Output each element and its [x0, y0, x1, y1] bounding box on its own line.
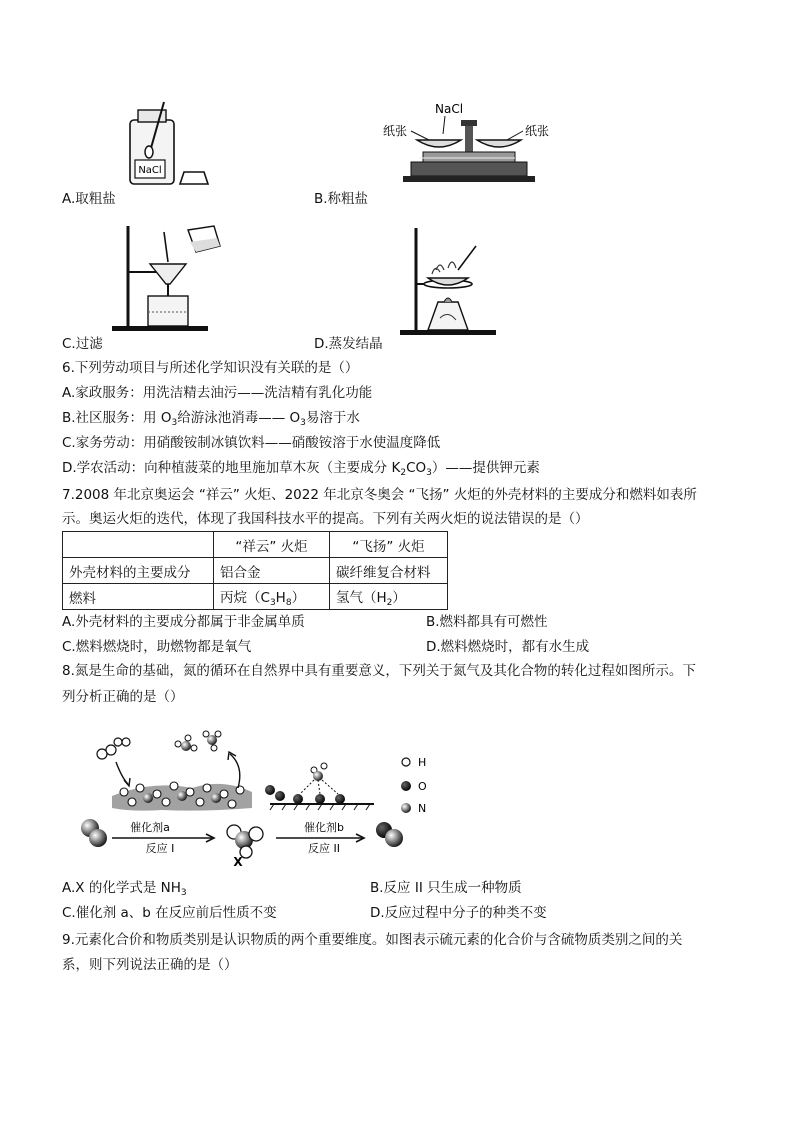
table-cell: 氢气$(H_2)$ [330, 584, 448, 610]
q7-stem-line1: 7.2008 年北京奥运会 “祥云” 火炬、2022 年北京冬奥会 “飞扬” 火炬的外壳材料的主要成分和燃料如表所 [62, 487, 697, 503]
q8-stem-line1: 8.氮是生命的基础，氮的循环在自然界中具有重要意义，下列关于氮气及其化合物的转化过程如图所示。下 [62, 663, 696, 679]
q6-option-a: A.家政服务：用洗洁精去油污——洗洁精有乳化功能 [62, 385, 373, 401]
q8-option-d: D.反应过程中分子的种类不变 [370, 905, 547, 921]
table-row-label: 燃料 [63, 584, 214, 610]
q7-option-c: C.燃料燃烧时，助燃物都是氧气 [62, 639, 252, 655]
table-cell: 碳纤维复合材料 [330, 558, 448, 584]
q7-option-a: A.外壳材料的主要成分都属于非金属单质 [62, 614, 305, 630]
table-header-row [63, 532, 448, 558]
q9-stem-line2: 系，则下列说法正确的是（） [62, 957, 238, 973]
paper-left-label: 纸张 [383, 124, 408, 138]
table-cell: 铝合金 [214, 558, 330, 584]
catalyst-b-label: 催化剂b [304, 821, 344, 834]
x-label: X [233, 855, 243, 869]
q5-option-b: B.称粗盐 [314, 191, 369, 207]
q6-option-c: C.家务劳动：用硝酸铵制冰镇饮料——硝酸铵溶于水使温度降低 [62, 435, 441, 451]
q8-option-c: C.催化剂 a、b 在反应前后性质不变 [62, 905, 277, 921]
balance-top-label: NaCl [435, 102, 464, 116]
figure-evaporation [392, 222, 512, 338]
table-row [63, 558, 448, 584]
q8-option-a: A.X 的化学式是 $NH_3$ [62, 880, 187, 898]
table-row [63, 584, 448, 610]
catalyst-a-label: 催化剂a [130, 821, 170, 834]
q6-option-b: B.社区服务：用 $O_3$给游泳池消毒—— $O_3$易溶于水 [62, 410, 360, 428]
legend-n: N [418, 802, 427, 815]
q8-option-b: B.反应 II 只生成一种物质 [370, 880, 522, 896]
q5-option-d: D.蒸发结晶 [314, 336, 383, 352]
bottle-label: NaCl [138, 165, 162, 176]
table-cell: 丙烷$(C_3H_8)$ [214, 584, 330, 610]
q5-option-c: C.过滤 [62, 336, 103, 352]
legend-o: O [418, 780, 427, 793]
q7-option-b: B.燃料都具有可燃性 [426, 614, 548, 630]
legend-h: H [418, 756, 427, 769]
torch-comparison-table [62, 531, 448, 610]
q6-stem: 6.下列劳动项目与所述化学知识没有关联的是（） [62, 360, 359, 376]
q6-option-d: D.学农活动：向种植菠菜的地里施加草木灰（主要成分 $K_2CO_3)——$提供钾元素 [62, 460, 540, 478]
q7-option-d: D.燃料燃烧时，都有水生成 [426, 639, 590, 655]
table-row-label: 外壳材料的主要成分 [63, 558, 214, 584]
table-header-blank [63, 532, 214, 558]
figure-take-salt [118, 98, 218, 190]
figure-balance [375, 96, 555, 192]
reaction-2-label: 反应 II [308, 842, 340, 855]
q5-option-a: A.取粗盐 [62, 191, 116, 207]
table-header-xiangyun: “祥云” 火炬 [214, 532, 330, 558]
q8-stem-line2: 列分析正确的是（） [62, 689, 184, 705]
q9-stem-line1: 9.元素化合价和物质类别是认识物质的两个重要维度。如图表示硫元素的化合价与含硫物质类别之间的关 [62, 932, 683, 948]
table-header-feiyang: “飞扬” 火炬 [330, 532, 448, 558]
nitrogen-cycle-diagram [62, 718, 462, 870]
figure-filtration [104, 222, 234, 334]
q7-stem-line2: 示。奥运火炬的迭代，体现了我国科技水平的提高。下列有关两火炬的说法错误的是（） [62, 511, 589, 527]
reaction-1-label: 反应 I [145, 842, 175, 855]
paper-right-label: 纸张 [525, 124, 550, 138]
